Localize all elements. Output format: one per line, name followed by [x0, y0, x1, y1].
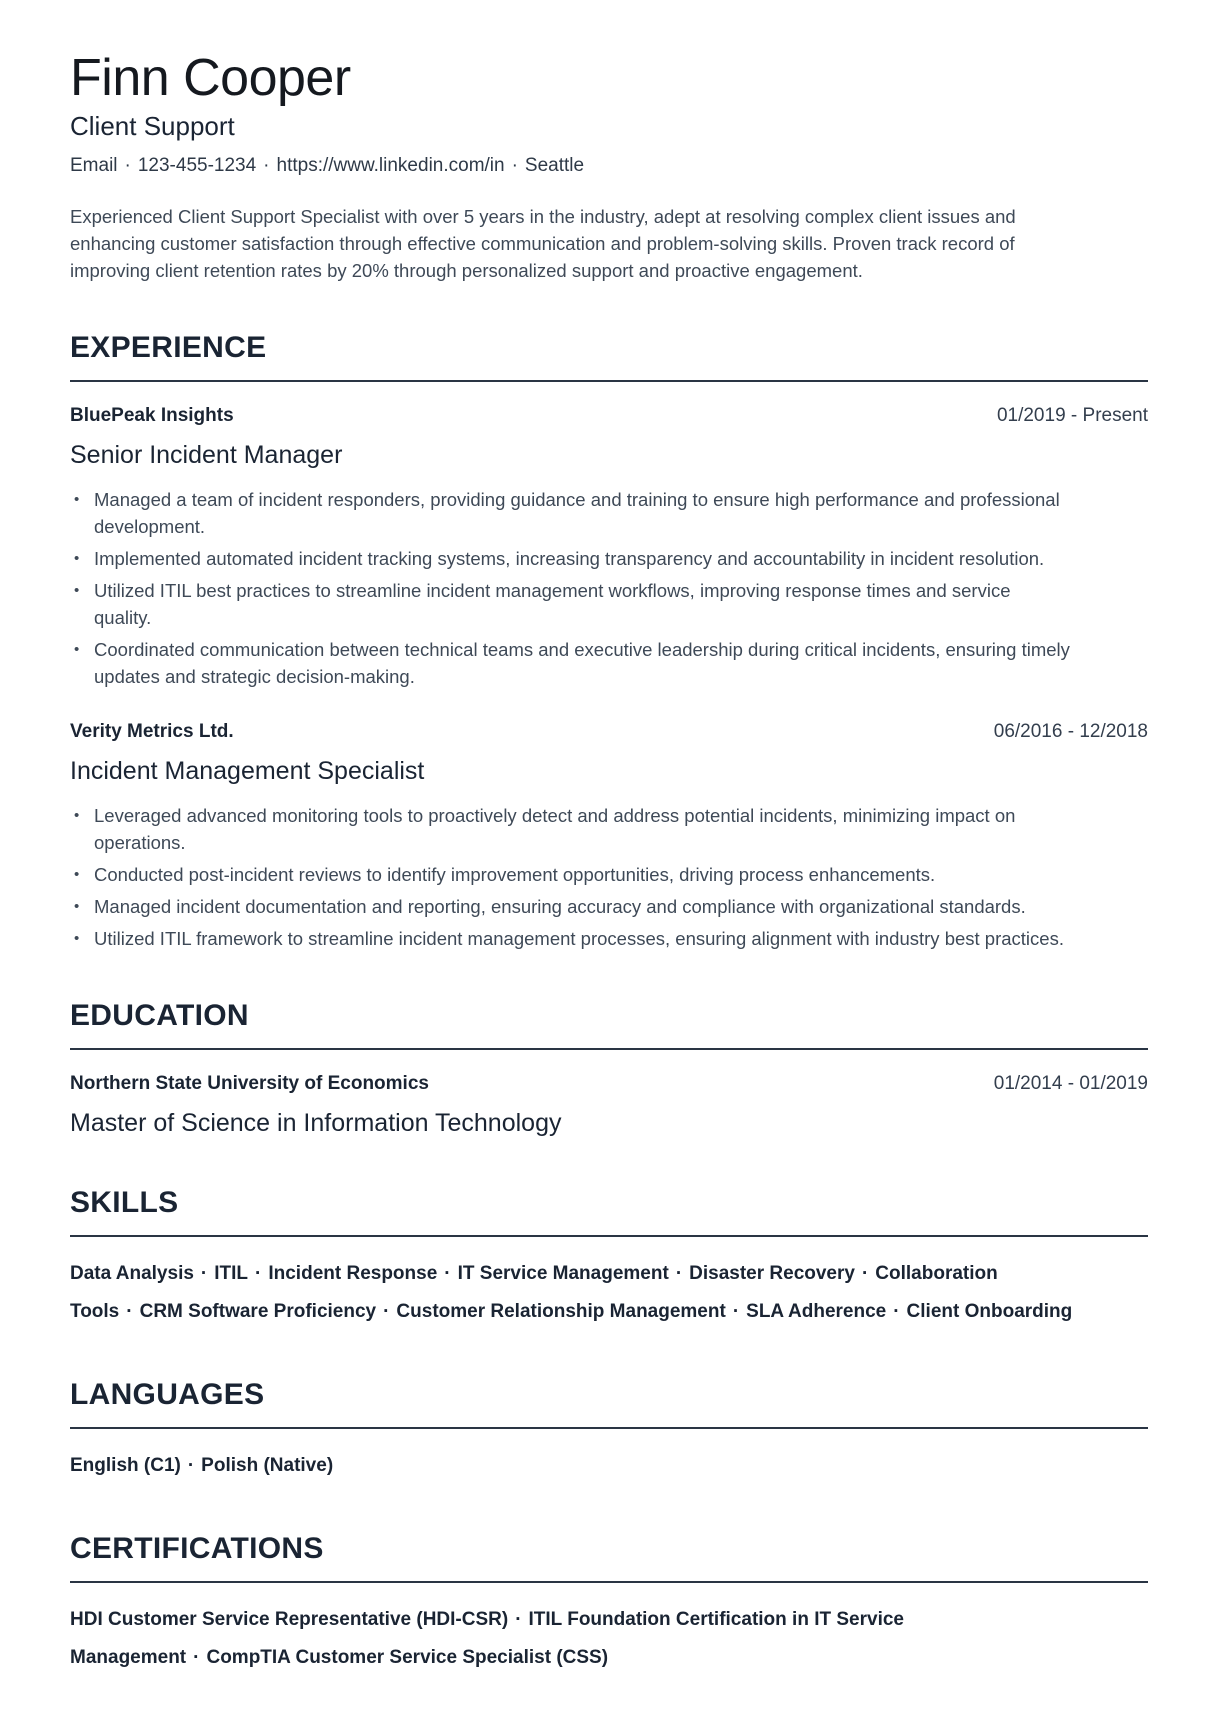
section-experience	[70, 330, 1148, 952]
list-separator: ·	[200, 1263, 208, 1285]
education-entry	[70, 1072, 1148, 1139]
experience-heading: EXPERIENCE	[70, 331, 267, 365]
list-separator: ·	[893, 1301, 900, 1323]
job-entry	[70, 404, 1148, 690]
candidate-name: Finn Cooper	[70, 49, 351, 107]
date-range: 01/2019 - Present	[996, 405, 1148, 427]
skill-item: SLA Adherence	[746, 1301, 887, 1323]
date-range: 01/2014 - 01/2019	[993, 1073, 1148, 1095]
bullet-item: • Utilized ITIL best practices to streamline incident management workflows, improving response times and service quality.	[70, 577, 1070, 631]
job-bullets	[70, 802, 1148, 952]
date-range: 06/2016 - 12/2018	[993, 721, 1148, 743]
candidate-job-title: Client Support	[70, 111, 235, 142]
bullet-item: • Conducted post-incident reviews to identify improvement opportunities, driving process enhancements.	[70, 861, 1070, 888]
skill-item: IT Service Management	[457, 1263, 669, 1285]
job-title: Incident Management Specialist	[70, 756, 425, 785]
section-skills	[70, 1185, 1148, 1331]
certification-item: CompTIA Customer Service Specialist (CSS)	[206, 1647, 609, 1669]
contact-linkedin-url: https://www.linkedin.com/in	[276, 155, 505, 177]
languages-list	[70, 1447, 1080, 1485]
contact-phone: 123-455-1234	[137, 155, 257, 177]
job-head	[70, 404, 1148, 428]
education-head	[70, 1072, 1148, 1096]
contact-separator: ·	[263, 155, 270, 177]
summary-text: Experienced Client Support Specialist with over 5 years in the industry, adept at resolving complex client issues and enhancing customer satisfaction through effective communication and problem-solving skills. Proven track record of improving client retention rates by 20% through personalized support and proactive engagement.	[70, 206, 1016, 282]
bullet-item: • Coordinated communication between technical teams and executive leadership during critical incidents, ensuring timely updates and strategic decision-making.	[70, 636, 1070, 690]
list-separator: ·	[444, 1263, 451, 1285]
list-separator: ·	[193, 1647, 200, 1669]
section-divider	[70, 1581, 1148, 1583]
contact-separator: ·	[511, 155, 518, 177]
resume-header	[70, 50, 1148, 179]
contact-location: Seattle	[524, 155, 585, 177]
skill-item: Collaboration Tools	[70, 1263, 998, 1323]
job-head	[70, 720, 1148, 744]
certification-item: HDI Customer Service Representative (HDI-CSR)	[70, 1609, 509, 1631]
skill-item: Customer Relationship Management	[396, 1301, 726, 1323]
list-separator: ·	[732, 1301, 740, 1323]
company-name: BluePeak Insights	[70, 405, 234, 427]
certifications-heading: CERTIFICATIONS	[70, 1532, 324, 1566]
list-separator: ·	[675, 1263, 683, 1285]
language-item: English (C1)	[70, 1455, 181, 1477]
list-separator: ·	[126, 1301, 133, 1323]
list-separator: ·	[515, 1609, 522, 1631]
section-certifications	[70, 1531, 1148, 1677]
certifications-list	[70, 1601, 1080, 1677]
languages-heading: LANGUAGES	[70, 1378, 265, 1412]
section-education	[70, 998, 1148, 1139]
list-separator: ·	[383, 1301, 390, 1323]
job-entry	[70, 720, 1148, 952]
section-divider	[70, 380, 1148, 382]
language-item: Polish (Native)	[201, 1455, 334, 1477]
bullet-item: • Implemented automated incident tracking systems, increasing transparency and accountability in incident resolution.	[70, 545, 1070, 572]
certification-item: ITIL Foundation Certification in IT Service Management	[70, 1609, 904, 1669]
bullet-item: • Utilized ITIL framework to streamline incident management processes, ensuring alignment with industry best practices.	[70, 925, 1070, 952]
school-name: Northern State University of Economics	[70, 1073, 429, 1095]
skill-item: Incident Response	[268, 1263, 438, 1285]
job-bullets	[70, 486, 1148, 690]
list-separator: ·	[861, 1263, 869, 1285]
company-name: Verity Metrics Ltd.	[70, 721, 234, 743]
section-divider	[70, 1427, 1148, 1429]
section-languages	[70, 1377, 1148, 1485]
contact-email-label: Email	[70, 155, 118, 177]
skill-item: Disaster Recovery	[689, 1263, 855, 1285]
contact-separator: ·	[124, 155, 131, 177]
skill-item: CRM Software Proficiency	[139, 1301, 377, 1323]
education-heading: EDUCATION	[70, 999, 249, 1033]
skills-heading: SKILLS	[70, 1186, 179, 1220]
list-separator: ·	[187, 1455, 195, 1477]
list-separator: ·	[255, 1263, 262, 1285]
section-divider	[70, 1235, 1148, 1237]
skills-list	[70, 1255, 1080, 1331]
bullet-item: • Managed a team of incident responders, providing guidance and training to ensure high performance and professional development.	[70, 486, 1070, 540]
bullet-item: • Managed incident documentation and reporting, ensuring accuracy and compliance with organizational standards.	[70, 893, 1070, 920]
skill-item: ITIL	[214, 1263, 249, 1285]
skill-item: Client Onboarding	[906, 1301, 1073, 1323]
degree-title: Master of Science in Information Technology	[70, 1108, 562, 1137]
section-divider	[70, 1048, 1148, 1050]
contact-line	[70, 154, 1148, 179]
bullet-item: • Leveraged advanced monitoring tools to proactively detect and address potential incidents, minimizing impact on operations.	[70, 802, 1070, 856]
job-title: Senior Incident Manager	[70, 440, 343, 469]
skill-item: Data Analysis	[70, 1263, 194, 1285]
